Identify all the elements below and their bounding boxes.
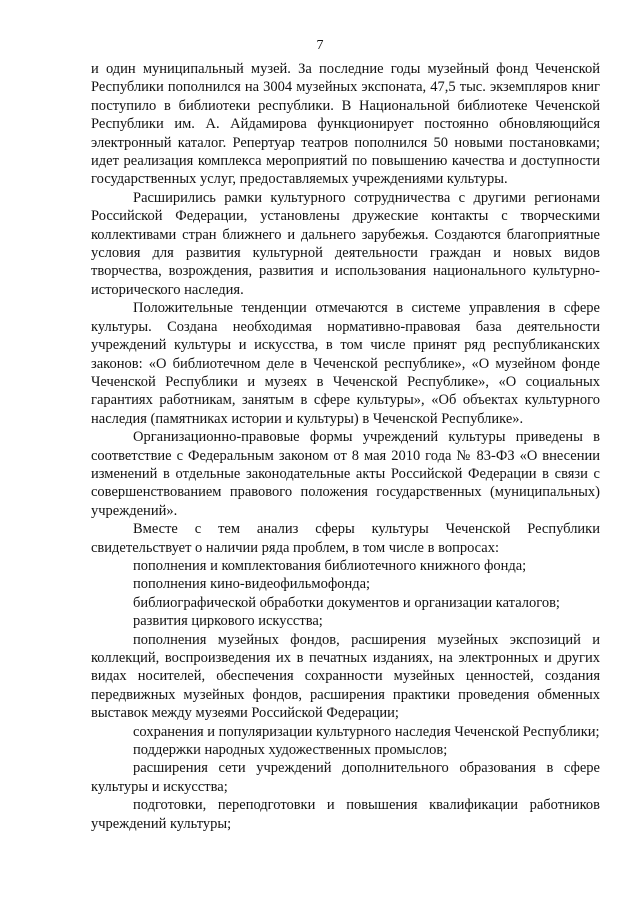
paragraph-cooperation: Расширились рамки культурного сотрудничества с другими регионами Российской Федерации, установлены дружеские контакты с творческими коллективами стран ближнего и дальнего зарубежья. Создаются благоприятные условия для развития культурной деятельности граждан и новых видов творчества, возрождения, развития и использования национального культурно-исторического наследия. (91, 189, 600, 298)
list-item: сохранения и популяризации культурного наследия Чеченской Республики; (133, 723, 600, 740)
paragraph-management: Положительные тенденции отмечаются в системе управления в сфере культуры. Создана необходимая нормативно-правовая база деятельности учреждений культуры и искусства, в том числе принят ряд республиканских законов: «О библиотечном деле в Чеченской республике», «О музейном фонде Чеченской Республики и музеях в Чеченской Республике», «О социальных гарантиях работникам, занятым в сфере культуры», «Об объектах культурного наследия (памятниках истории и культуры) в Чеченской Республике». (91, 300, 600, 427)
list-item: пополнения и комплектования библиотечного книжного фонда; (133, 557, 527, 574)
list-item: пополнения кино-видеофильмофонда; (133, 576, 371, 593)
document-body (91, 60, 600, 833)
paragraph-problems-intro: Вместе с тем анализ сферы культуры Чеченской Республики свидетельствует о наличии ряда проблем, в том числе в вопросах: (91, 521, 600, 556)
page-number: 7 (316, 38, 324, 53)
list-item: поддержки народных художественных промыслов; (133, 742, 448, 759)
list-item: развития циркового искусства; (133, 613, 323, 630)
list-item: расширения сети учреждений дополнительного образования в сфере культуры и искусства; (91, 760, 600, 795)
list-item: библиографической обработки документов и организации каталогов; (133, 594, 560, 611)
paragraph-legal-forms: Организационно-правовые формы учреждений культуры приведены в соответствие с Федеральным законом от 8 мая 2010 года № 83-ФЗ «О внесении изменений в отдельные законодательные акты Российской Федерации в связи с совершенствованием правового положения государственных (муниципальных) учреждений». (91, 429, 600, 519)
list-item: подготовки, переподготовки и повышения квалификации работников учреждений культуры; (91, 797, 600, 832)
list-item: пополнения музейных фондов, расширения музейных экспозиций и коллекций, воспроизведения их в печатных изданиях, на электронных и других видах носителей, обеспечения сохранности музейных ценностей, создания передвижных музейных фондов, расширения практики проведения обменных выставок между музеями Российской Федерации; (91, 631, 600, 722)
paragraph-continuation: и один муниципальный музей. За последние годы музейный фонд Чеченской Республики пополнился на 3004 музейных экспоната, 47,5 тыс. экземпляров книг поступило в библиотеки республики. В Национальной библиотеке Чеченской Республики им. А. Айдамирова функционирует постоянно обновляющийся электронный каталог. Репертуар театров пополнился 50 новыми постановками; идет реализация комплекса мероприятий по повышению качества и доступности государственных услуг, предоставляемых учреждениями культуры. (91, 61, 600, 188)
